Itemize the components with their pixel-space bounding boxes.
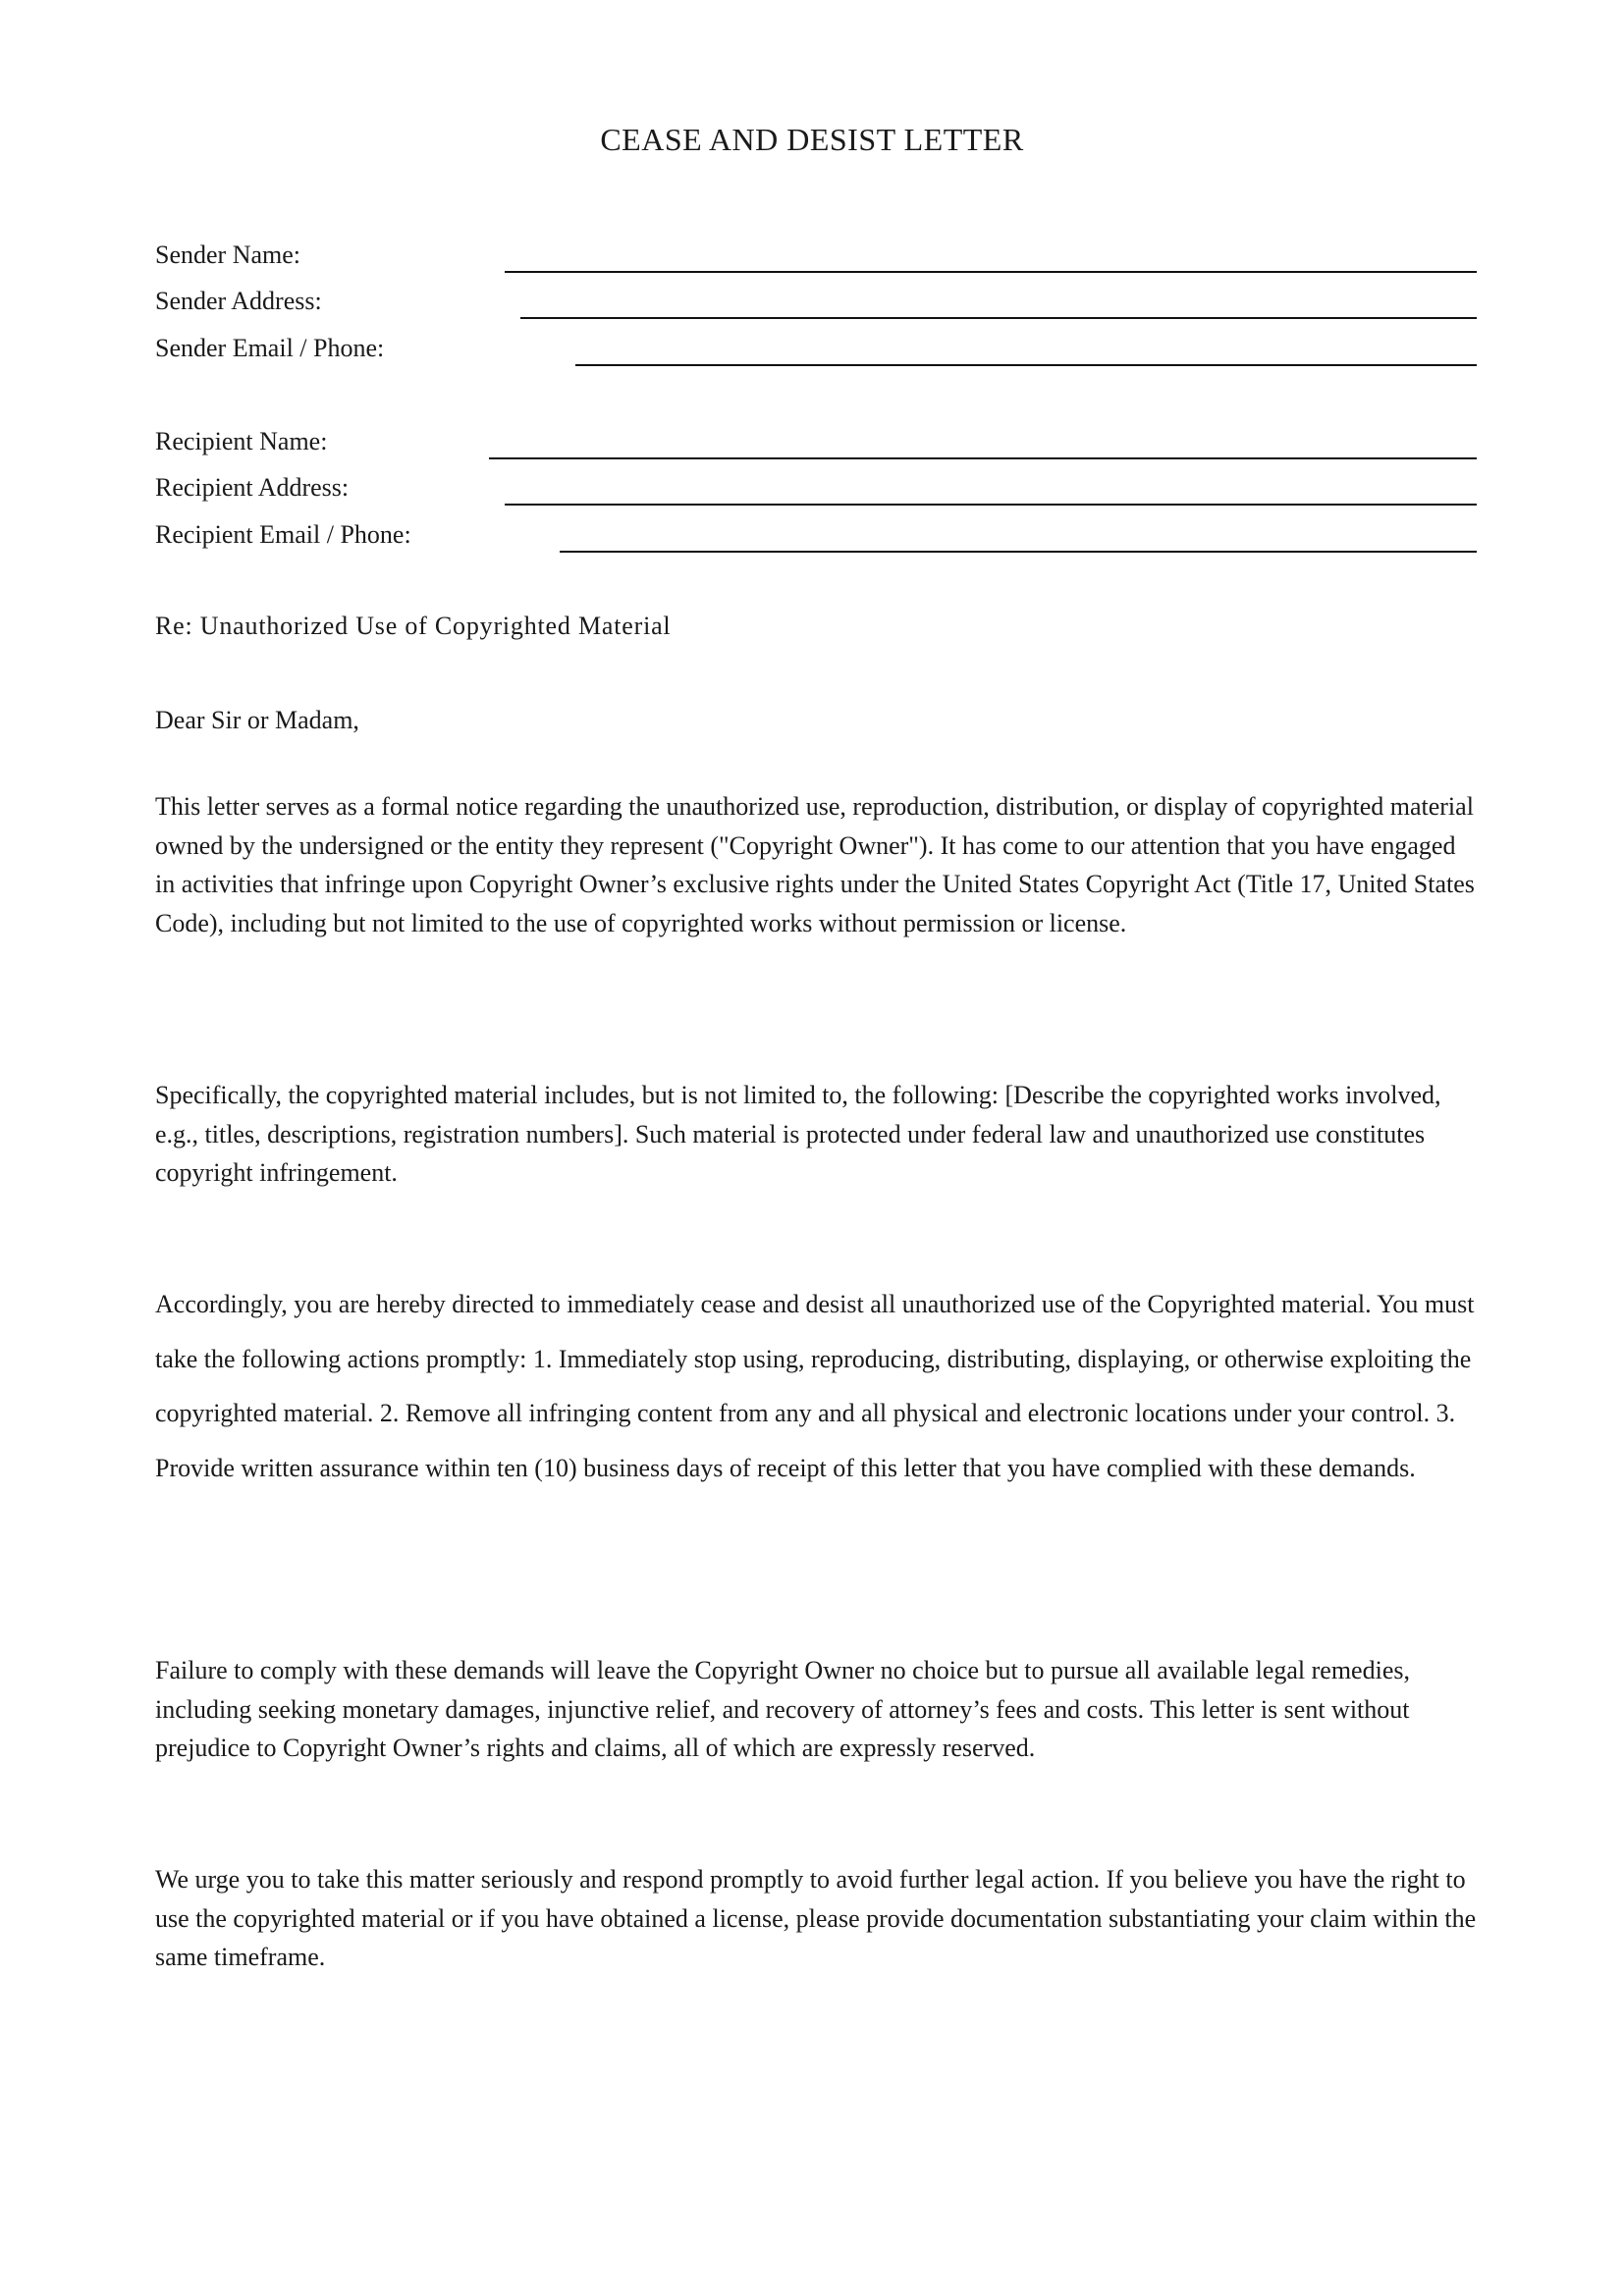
recipient-address-field[interactable]	[505, 504, 1477, 506]
body-paragraph-4: Failure to comply with these demands will leave the Copyright Owner no choice but to pursue all available legal remedies, including seeking monetary damages, injunctive relief, and recovery of attorney’s fees and costs. This letter is sent without prejudice to Copyright Owner’s rights and claims, all of which are expressly reserved.	[155, 1656, 1410, 1762]
body-paragraph-2: Specifically, the copyrighted material includes, but is not limited to, the following: [Describe the copyrighted works involved, e.g., titles, descriptions, registration numbers]. Such material is protected under federal law and unauthorized use constitutes copyright infringement.	[155, 1081, 1441, 1187]
recipient-contact-row	[155, 517, 1477, 557]
sender-address-label: Sender Address:	[155, 287, 322, 315]
recipient-contact-label: Recipient Email / Phone:	[155, 520, 411, 549]
sender-contact-row	[155, 331, 1477, 370]
document-title: CEASE AND DESIST LETTER	[600, 122, 1024, 157]
body-paragraph-5: We urge you to take this matter seriously and respond promptly to avoid further legal action. If you believe you have the right to use the copyrighted material or if you have obtained a license, please provide documentation substantiating your claim within the same timeframe.	[155, 1865, 1477, 1971]
recipient-address-label: Recipient Address:	[155, 473, 350, 502]
subject-line: Re: Unauthorized Use of Copyrighted Material	[155, 612, 672, 640]
recipient-contact-field[interactable]	[560, 551, 1477, 553]
body-paragraph-3: Accordingly, you are hereby directed to immediately cease and desist all unauthorized use of the Copyrighted material. You must take the following actions promptly: 1. Immediately stop using, reproducing, distributing, displaying, or otherwise exploiting the copyrighted material. 2. Remove all infringing content from any and all physical and electronic locations under your control. 3. Provide written assurance within ten (10) business days of receipt of this letter that you have complied with these demands.	[155, 1290, 1475, 1482]
recipient-name-row	[155, 424, 1477, 463]
sender-address-field[interactable]	[520, 317, 1477, 319]
sender-contact-label: Sender Email / Phone:	[155, 334, 385, 362]
body-paragraph-1: This letter serves as a formal notice regarding the unauthorized use, reproduction, distribution, or display of copyrighted material owned by the undersigned or the entity they represent ("Copyright Owner"). It has come to our attention that you have engaged in activities that infringe upon Copyright Owner’s exclusive rights under the United States Copyright Act (Title 17, United States Code), including but not limited to the use of copyrighted works without permission or license.	[155, 792, 1475, 937]
sender-address-row	[155, 284, 1477, 323]
salutation: Dear Sir or Madam,	[155, 706, 359, 734]
sender-contact-field[interactable]	[575, 364, 1477, 366]
sender-name-field[interactable]	[505, 271, 1477, 273]
recipient-name-label: Recipient Name:	[155, 427, 328, 455]
sender-name-label: Sender Name:	[155, 240, 301, 269]
recipient-address-row	[155, 470, 1477, 509]
recipient-name-field[interactable]	[489, 457, 1477, 459]
sender-name-row	[155, 238, 1477, 277]
